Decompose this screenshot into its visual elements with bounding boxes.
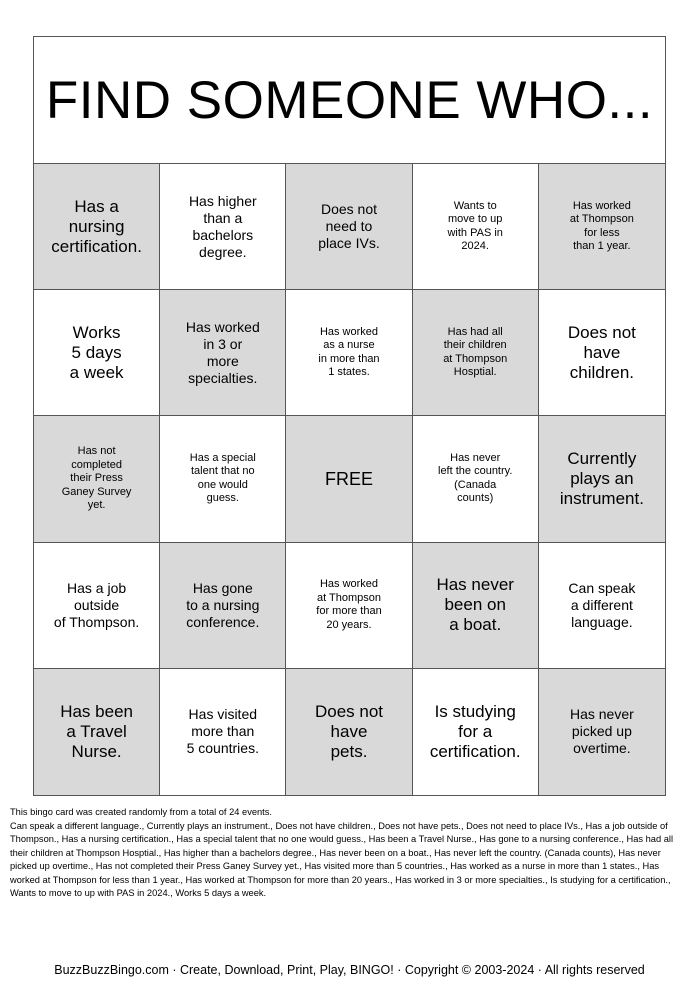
title-row <box>34 37 665 164</box>
bingo-cell <box>413 669 539 795</box>
bingo-cell-text: Has higher than a bachelors degree. <box>188 192 257 260</box>
bingo-cell <box>413 543 539 669</box>
bingo-cell-text: Has a nursing certification. <box>51 196 142 256</box>
bingo-cell <box>413 290 539 416</box>
bingo-card <box>33 36 666 796</box>
bingo-cell <box>539 543 665 669</box>
footer-note <box>10 806 690 901</box>
bingo-cell-text: Has a job outside of Thompson. <box>53 579 140 630</box>
card-title: FIND SOMEONE WHO... <box>45 70 654 130</box>
bingo-cell <box>286 290 412 416</box>
bingo-cell-text: FREE <box>324 468 373 489</box>
bingo-cell-text: Has had all their children at Thompson Hosptial. <box>443 325 508 379</box>
bingo-cell <box>539 290 665 416</box>
bingo-cell <box>539 669 665 795</box>
bingo-cell-text: Has never picked up overtime. <box>569 706 634 757</box>
bingo-cell <box>160 669 286 795</box>
bingo-cell-text: Has worked in 3 or more specialties. <box>185 318 260 386</box>
bingo-cell <box>34 416 160 542</box>
bingo-cell-text: Has never been on a boat. <box>436 575 514 635</box>
bingo-cell <box>34 290 160 416</box>
bingo-grid <box>34 164 665 795</box>
bingo-cell-text: Wants to move to up with PAS in 2024. <box>447 199 503 253</box>
bingo-cell-text: Has worked at Thompson for more than 20 years. <box>316 578 382 631</box>
bingo-cell-text: Currently plays an instrument. <box>559 448 644 508</box>
bingo-cell-text: Does not have children. <box>567 322 636 382</box>
bingo-cell-text: Has not completed their Press Ganey Survey yet. <box>61 445 132 512</box>
bingo-cell-text: Has been a Travel Nurse. <box>60 701 133 761</box>
bingo-cell <box>160 543 286 669</box>
bingo-cell-text: Has gone to a nursing conference. <box>186 579 260 630</box>
bingo-cell <box>160 164 286 290</box>
bingo-cell <box>413 164 539 290</box>
bingo-cell-text: Is studying for a certification. <box>429 701 521 761</box>
bingo-cell-text: Does not have pets. <box>314 701 384 761</box>
bingo-cell-text: Works 5 days a week <box>69 322 124 382</box>
bingo-cell <box>160 290 286 416</box>
bingo-cell <box>539 164 665 290</box>
bingo-cell <box>286 164 412 290</box>
footer-note-intro: This bingo card was created randomly from a total of 24 events. <box>10 807 272 817</box>
bingo-cell <box>160 416 286 542</box>
bingo-cell <box>34 669 160 795</box>
bingo-cell-text: Has worked as a nurse in more than 1 states. <box>318 325 380 379</box>
bingo-cell <box>286 543 412 669</box>
bingo-cell-text: Can speak a different language. <box>568 579 636 630</box>
bingo-cell-text: Has a special talent that no one would guess. <box>189 451 256 505</box>
bingo-cell-free <box>286 416 412 542</box>
bingo-cell <box>34 164 160 290</box>
bingo-cell <box>539 416 665 542</box>
bingo-cell <box>413 416 539 542</box>
bingo-cell-text: Has worked at Thompson for less than 1 year. <box>569 199 634 253</box>
copyright-line: BuzzBuzzBingo.com · Create, Download, Print, Play, BINGO! · Copyright © 2003-2024 · All rights reserved <box>54 963 645 977</box>
bingo-cell-text: Has never left the country. (Canada counts) <box>438 451 513 505</box>
bingo-cell <box>286 669 412 795</box>
bingo-cell <box>34 543 160 669</box>
footer-note-events: Can speak a different language., Currently plays an instrument., Does not have children., Does not have pets., Does not need to place IVs., Has a job outside of Thompson., Has a nursing certification., Has a special talent that no one would guess., Has been a Travel Nurse., Has gone to a nursing conference., Has had all their children at Thompson Hosptial., Has higher than a bachelors degree., Has never been on a boat., Has never left the country. (Canada counts), Has never picked up overtime., Has not completed their Press Ganey Survey yet., Has visited more than 5 countries., Has worked as a nurse in more than 1 states., Has worked at Thompson for less than 1 year., Has worked at Thompson for more than 20 years., Has worked in 3 or more specialties., Is studying for a certification., Wants to move to up with PAS in 2024., Works 5 days a week. <box>10 820 674 898</box>
bingo-cell-text: Has visited more than 5 countries. <box>186 706 259 757</box>
bingo-cell-text: Does not need to place IVs. <box>318 201 380 252</box>
